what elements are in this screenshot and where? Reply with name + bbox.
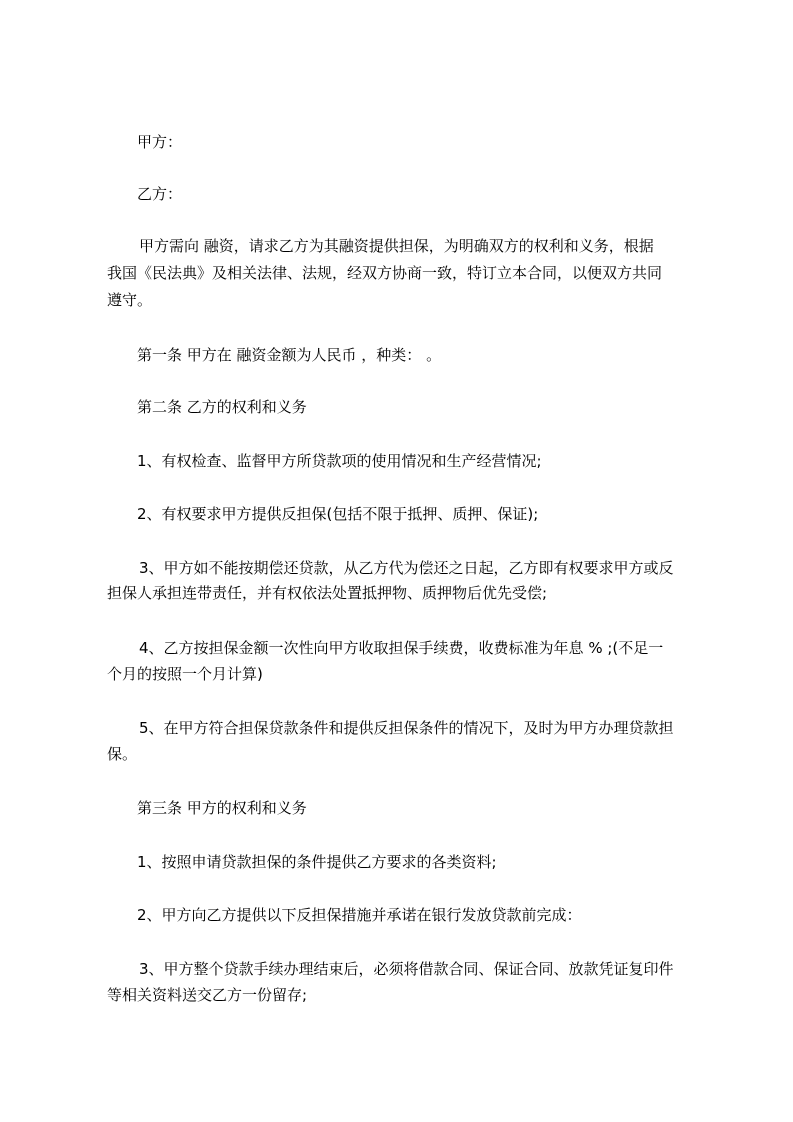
article-2-item-3-line-2: 担保人承担连带责任，并有权依法处置抵押物、质押物后优先受偿; — [107, 584, 548, 602]
article-2-item-1: 1、有权检查、监督甲方所贷款项的使用情况和生产经营情况; — [137, 452, 542, 470]
article-2-item-5-line-2: 保。 — [107, 745, 138, 763]
article-2-title: 第二条 乙方的权利和义务 — [137, 398, 307, 416]
article-3-item-2: 2、甲方向乙方提供以下反担保措施并承诺在银行发放贷款前完成： — [137, 906, 582, 924]
article-2-item-4-line-2: 个月的按照一个月计算) — [107, 665, 263, 683]
party-b-label: 乙方： — [137, 185, 183, 203]
preamble-line-2: 我国《民法典》及相关法律、法规，经双方协商一致，特订立本合同，以便双方共同 — [107, 264, 663, 282]
article-3-item-3-line-1: 3、甲方整个贷款手续办理结束后，必须将借款合同、保证合同、放款凭证复印件 — [139, 960, 674, 978]
preamble-line-1: 甲方需向 融资，请求乙方为其融资提供担保，为明确双方的权利和义务，根据 — [139, 237, 654, 255]
article-2-item-5-line-1: 5、在甲方符合担保贷款条件和提供反担保条件的情况下，及时为甲方办理贷款担 — [139, 719, 674, 737]
article-2-item-3-line-1: 3、甲方如不能按期偿还贷款，从乙方代为偿还之日起，乙方即有权要求甲方或反 — [139, 559, 674, 577]
article-2-item-4-line-1: 4、乙方按担保金额一次性向甲方收取担保手续费，收费标准为年息 % ;(不足一 — [139, 639, 664, 657]
article-3-item-3-line-2: 等相关资料送交乙方一份留存; — [107, 986, 308, 1004]
article-3-item-1: 1、按照申请贷款担保的条件提供乙方要求的各类资料; — [137, 853, 497, 871]
article-2-item-2: 2、有权要求甲方提供反担保(包括不限于抵押、质押、保证); — [137, 505, 539, 523]
party-a-label: 甲方： — [137, 133, 183, 151]
article-1: 第一条 甲方在 融资金额为人民币 ，种类： 。 — [137, 346, 442, 364]
preamble-line-3: 遵守。 — [107, 291, 153, 309]
article-3-title: 第三条 甲方的权利和义务 — [137, 799, 307, 817]
